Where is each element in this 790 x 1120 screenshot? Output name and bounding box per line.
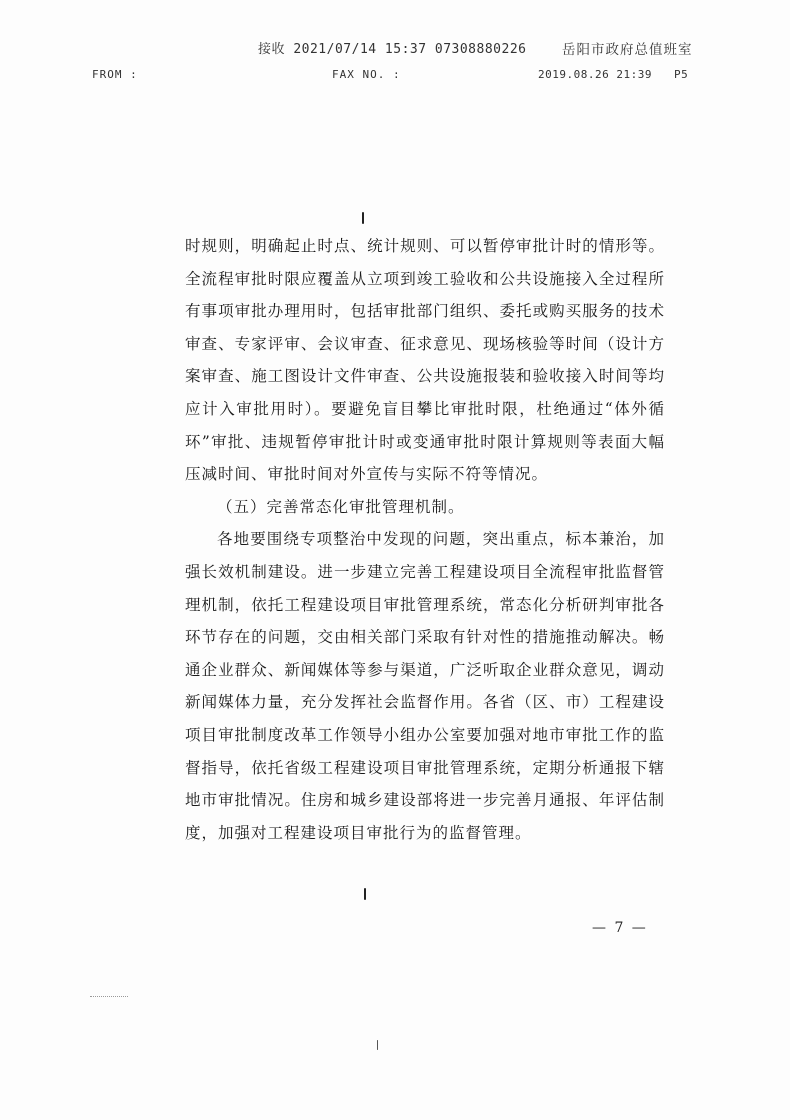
fax-number-label: FAX NO. : xyxy=(332,68,401,81)
body-paragraph-continued: 时规则，明确起止时点、统计规则、可以暂停审批计时的情形等。全流程审批时限应覆盖从立项到竣工验收和公共设施接入全过程所有事项审批办理用时，包括审批部门组织、委托或购买服务的技术审查、专家评审、会议审查、征求意见、现场核验等时间（设计方案审查、施工图设计文件审查、公共设施报装和验收接入时间等均应计入审批用时）。要避免盲目攀比审批时限，杜绝通过“体外循环”审批、违规暂停审批计时或变通审批时限计算规则等表面大幅压减时间、审批时间对外宣传与实际不符等情况。 xyxy=(185,237,665,484)
fax-page-label: P5 xyxy=(674,68,689,81)
scan-mark xyxy=(362,212,364,224)
section-heading-5: （五）完善常态化审批管理机制。 xyxy=(217,497,465,516)
body-paragraph: 各地要围绕专项整治中发现的问题，突出重点，标本兼治，加强长效机制建设。进一步建立完善工程建设项目全流程审批监督管理机制，依托工程建设项目审批管理系统，常态化分析研判审批各环节存在的问题，交由相关部门采取有针对性的措施推动解决。畅通企业群众、新闻媒体等参与渠道，广泛听取企业群众意见，调动新闻媒体力量，充分发挥社会监督作用。各省（区、市）工程建设项目审批制度改革工作领导小组办公室要加强对地市审批工作的监督指导，依托省级工程建设项目审批管理系统，定期分析通报下辖地市审批情况。住房和城乡建设部将进一步完善月通报、年评估制度，加强对工程建设项目审批行为的监督管理。 xyxy=(185,530,665,842)
scan-mark xyxy=(364,888,366,900)
scan-mark xyxy=(377,1040,378,1050)
scan-dotted-line xyxy=(90,996,128,997)
document-body xyxy=(185,230,665,849)
fax-from-label: FROM : xyxy=(92,68,138,81)
fax-sent-datetime: 2019.08.26 21:39 xyxy=(538,68,652,81)
page-number: — 7 — xyxy=(592,920,648,936)
fax-received-line: 接收 2021/07/14 15:37 07308880226 xyxy=(258,42,527,57)
fax-received-office: 岳阳市政府总值班室 xyxy=(562,42,693,58)
